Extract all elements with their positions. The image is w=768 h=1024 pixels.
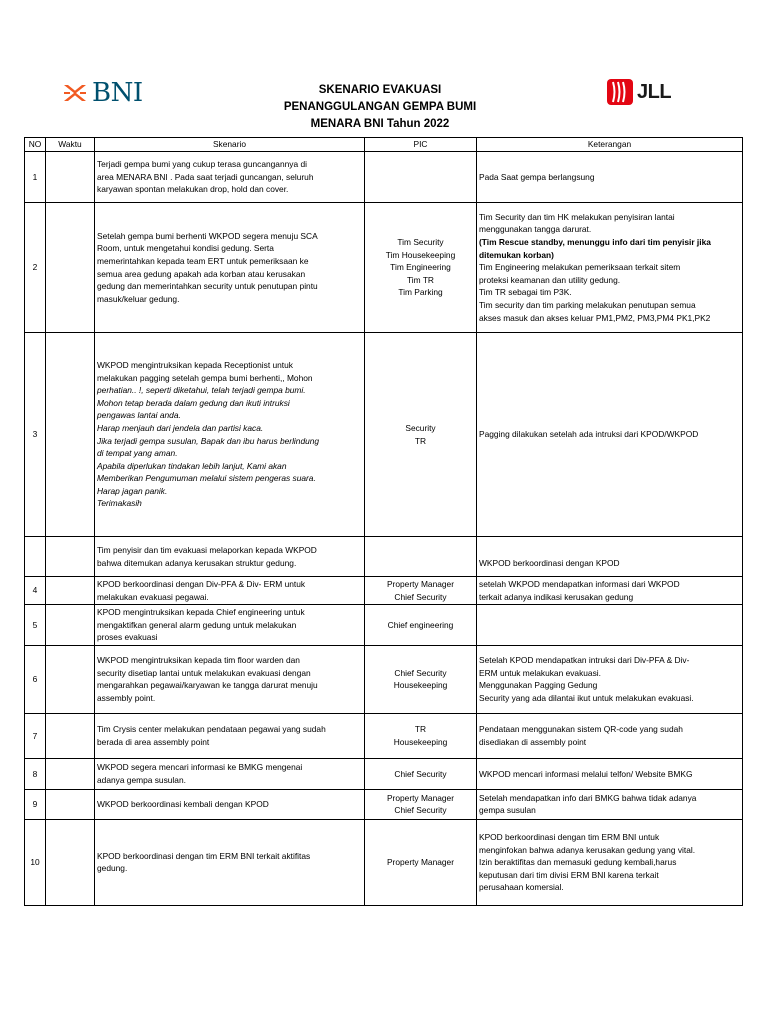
row-keterangan (477, 537, 743, 577)
pic-line: Property Manager (386, 857, 455, 868)
keterangan-line: Menggunakan Pagging Gedung (479, 680, 598, 691)
row-keterangan (477, 758, 743, 789)
keterangan-line: menginfokan bahwa adanya kerusakan gedung yang vital. (479, 844, 696, 855)
skenario-line: mengaktifkan general alarm gedung untuk melakukan (97, 619, 297, 630)
skenario-line: melakukan evakuasi pegawai. (97, 591, 209, 602)
skenario-line: Room, untuk mengetahui kondisi gedung. Serta (97, 243, 274, 254)
header-no: NO (25, 138, 46, 152)
row-skenario (95, 713, 365, 758)
skenario-line: di tempat yang aman. (97, 448, 178, 459)
keterangan-line: gempa susulan (479, 805, 536, 816)
skenario-line: bahwa ditemukan adanya kerusakan struktur gedung. (97, 557, 297, 568)
skenario-line: KPOD berkoordinasi dengan tim ERM BNI terkait aktifitas (97, 850, 311, 861)
row-keterangan (477, 203, 743, 333)
row-waktu (46, 645, 95, 713)
skenario-line: Terimakasih (97, 498, 142, 509)
skenario-line: perhatian.. !, seperti diketahui, telah terjadi gempa bumi. (97, 385, 306, 396)
skenario-line: adanya gempa susulan. (97, 774, 186, 785)
row-number: 5 (25, 605, 46, 646)
skenario-line: masuk/keluar gedung. (97, 293, 180, 304)
pic-line: Tim Security (397, 237, 444, 248)
pic-line: Chief Security (394, 591, 447, 602)
skenario-line: Memberikan Pengumuman melalui sistem pengeras suara. (97, 473, 316, 484)
title-line-3: MENARA BNI Tahun 2022 (310, 118, 450, 130)
keterangan-line: disediakan di assembly point (479, 736, 587, 747)
keterangan-line: Tim security dan tim parking melakukan penutupan semua (479, 299, 696, 310)
row-number: 8 (25, 758, 46, 789)
row-pic (365, 605, 477, 646)
skenario-line: KPOD berkoordinasi dengan Div-PFA & Div- ERM untuk (97, 579, 306, 589)
scenario-table (24, 137, 743, 906)
pic-line: Chief Security (394, 667, 447, 678)
row-waktu (46, 333, 95, 537)
skenario-line: Jika terjadi gempa susulan, Bapak dan ibu harus berlindung (97, 435, 320, 446)
row-skenario (95, 605, 365, 646)
keterangan-line: Pagging dilakukan setelah ada intruksi dari KPOD/WKPOD (479, 429, 699, 440)
skenario-line: Setelah gempa bumi berhenti WKPOD segera menuju SCA (97, 230, 318, 241)
pic-line: TR (414, 724, 427, 735)
skenario-line: Terjadi gempa bumi yang cukup terasa guncangannya di (97, 159, 307, 170)
row-pic (365, 537, 477, 577)
keterangan-line: Security yang ada dilantai ikut untuk melakukan evakuasi. (479, 693, 694, 704)
row-pic (365, 333, 477, 537)
row-number: 4 (25, 577, 46, 605)
keterangan-line: menggunakan tangga darurat. (479, 224, 592, 235)
skenario-line: berada di area assembly point (97, 736, 210, 747)
skenario-line: KPOD mengintruksikan kepada Chief engineering untuk (97, 607, 305, 618)
skenario-line: semua area gedung apakah ada korban atau kerusakan (97, 268, 306, 279)
row-keterangan (477, 577, 743, 605)
title-line-2: PENANGGULANGAN GEMPA BUMI (283, 101, 477, 113)
skenario-line: mengarahkan pegawai/karyawan ke tangga darurat menuju (97, 680, 318, 691)
row-skenario (95, 537, 365, 577)
bni-logo-text: BNI (92, 78, 143, 108)
keterangan-line: perusahaan komersial. (479, 882, 564, 893)
row-skenario (95, 203, 365, 333)
row-skenario (95, 819, 365, 905)
row-waktu (46, 819, 95, 905)
keterangan-line: setelah WKPOD mendapatkan informasi dari WKPOD (479, 579, 680, 589)
row-waktu (46, 758, 95, 789)
pic-line: Housekeeping (393, 680, 448, 691)
row-number: 3 (25, 333, 46, 537)
row-keterangan (477, 713, 743, 758)
row-waktu (46, 152, 95, 203)
row-skenario (95, 758, 365, 789)
title-line-1: SKENARIO EVAKUASI (318, 84, 442, 96)
jll-logo-mark-icon (607, 79, 633, 105)
keterangan-line: Tim Security dan tim HK melakukan penyisiran lantai (479, 211, 675, 222)
header-skenario: Skenario (95, 138, 365, 152)
keterangan-line: (Tim Rescue standby, menunggu info dari tim penyisir jika (479, 237, 711, 248)
row-keterangan (477, 819, 743, 905)
table-row (25, 713, 743, 758)
row-waktu (46, 577, 95, 605)
table-row (25, 577, 743, 605)
skenario-line: proses evakuasi (97, 632, 158, 643)
keterangan-line: Setelah KPOD mendapatkan intruksi dari Div-PFA & Div- (479, 655, 690, 666)
skenario-line: Harap jagan panik. (97, 485, 168, 496)
row-waktu (46, 713, 95, 758)
row-pic (365, 819, 477, 905)
keterangan-line: Pendataan menggunakan sistem QR-code yang sudah (479, 724, 683, 735)
skenario-line: Harap menjauh dari jendela dan partisi kaca. (97, 422, 264, 433)
bni-logo-mark-icon (62, 81, 88, 105)
table-row (25, 537, 743, 577)
keterangan-line: ditemukan korban) (479, 249, 554, 260)
keterangan-line: Izin beraktifitas dan memasuki gedung kembali,harus (479, 857, 677, 868)
keterangan-line: terkait adanya indikasi kerusakan gedung (479, 591, 634, 602)
pic-line: Chief Security (394, 768, 447, 779)
skenario-line: WKPOD mengintruksikan kepada Receptionist untuk (97, 359, 293, 370)
row-waktu (46, 203, 95, 333)
table-row (25, 333, 743, 537)
table-header-row (25, 138, 743, 152)
row-skenario (95, 577, 365, 605)
row-number: 7 (25, 713, 46, 758)
pic-line: Security (405, 422, 436, 433)
table-row (25, 203, 743, 333)
table-row (25, 605, 743, 646)
pic-line: Property Manager (386, 579, 455, 589)
table-row (25, 819, 743, 905)
row-number: 1 (25, 152, 46, 203)
skenario-line: Mohon tetap berada dalam gedung dan ikuti intruksi (97, 397, 290, 408)
row-pic (365, 203, 477, 333)
row-pic (365, 152, 477, 203)
pic-line: Chief Security (394, 805, 447, 816)
row-pic (365, 758, 477, 789)
skenario-line: WKPOD segera mencari informasi ke BMKG mengenai (97, 762, 303, 773)
row-waktu (46, 605, 95, 646)
row-number (25, 537, 46, 577)
jll-logo-text: JLL (637, 80, 672, 103)
row-pic (365, 577, 477, 605)
keterangan-line: Setelah mendapatkan info dari BMKG bahwa tidak adanya (479, 792, 697, 803)
keterangan-line: WKPOD berkoordinasi dengan KPOD (479, 558, 620, 569)
row-skenario (95, 152, 365, 203)
skenario-line: Tim Crysis center melakukan pendataan pegawai yang sudah (97, 724, 326, 735)
pic-line: Chief engineering (387, 619, 454, 630)
table-row (25, 152, 743, 203)
row-waktu (46, 789, 95, 819)
pic-line: Tim Parking (398, 287, 443, 298)
pic-line: Tim Engineering (390, 262, 451, 273)
row-number: 2 (25, 203, 46, 333)
keterangan-line: KPOD berkoordinasi dengan tim ERM BNI untuk (479, 831, 660, 842)
header-keterangan: Keterangan (477, 138, 743, 152)
row-waktu (46, 537, 95, 577)
keterangan-line: WKPOD mencari informasi melalui telfon/ Website BMKG (479, 768, 693, 779)
pic-line: Tim TR (407, 274, 434, 285)
skenario-line: melakukan pagging setelah gempa bumi berhenti,, Mohon (97, 372, 313, 383)
skenario-line: WKPOD mengintruksikan kepada tim floor warden dan (97, 655, 300, 666)
keterangan-line: keputusan dari tim divisi ERM BNI karena terkait (479, 869, 659, 880)
row-keterangan (477, 789, 743, 819)
row-skenario (95, 333, 365, 537)
pic-line: TR (414, 435, 427, 446)
row-skenario (95, 645, 365, 713)
skenario-line: Apabila diperlukan tindakan lebih lanjut, Kami akan (97, 460, 287, 471)
row-keterangan (477, 152, 743, 203)
jll-logo (607, 76, 693, 108)
pic-line: Housekeeping (393, 736, 448, 747)
keterangan-line: Tim TR sebagai tim P3K. (479, 287, 572, 298)
skenario-line: Tim penyisir dan tim evakuasi melaporkan kepada WKPOD (97, 544, 317, 555)
bni-logo (62, 78, 143, 108)
row-pic (365, 713, 477, 758)
skenario-line: karyawan spontan melakukan drop, hold dan cover. (97, 184, 289, 195)
table-row (25, 645, 743, 713)
keterangan-line: Pada Saat gempa berlangsung (479, 171, 595, 182)
row-pic (365, 645, 477, 713)
skenario-line: area MENARA BNI . Pada saat terjadi guncangan, seluruh (97, 171, 314, 182)
table-row (25, 789, 743, 819)
row-skenario (95, 789, 365, 819)
pic-line: Tim Housekeeping (385, 249, 456, 260)
skenario-line: WKPOD berkoordinasi kembali dengan KPOD (97, 799, 269, 810)
skenario-line: gedung. (97, 863, 128, 874)
header-pic: PIC (365, 138, 477, 152)
row-keterangan (477, 645, 743, 713)
table-row (25, 758, 743, 789)
skenario-line: pengawas lantai anda. (97, 410, 181, 421)
pic-line: Property Manager (386, 792, 455, 803)
keterangan-line: Tim Engineering melakukan pemeriksaan terkait sitem (479, 262, 681, 273)
keterangan-line: akses masuk dan akses keluar PM1,PM2, PM3,PM4 PK1,PK2 (479, 312, 711, 323)
header-waktu: Waktu (46, 138, 95, 152)
keterangan-line: ERM untuk melakukan evakuasi. (479, 667, 601, 678)
skenario-line: security disetiap lantai untuk melakukan evakuasi dengan (97, 667, 311, 678)
document-title (230, 82, 530, 133)
row-number: 6 (25, 645, 46, 713)
row-number: 9 (25, 789, 46, 819)
row-number: 10 (25, 819, 46, 905)
row-keterangan (477, 333, 743, 537)
keterangan-line: proteksi keamanan dan utility gedung. (479, 274, 621, 285)
row-pic (365, 789, 477, 819)
skenario-line: assembly point. (97, 693, 156, 704)
row-keterangan (477, 605, 743, 646)
skenario-line: memerintahkan kepada team ERT untuk pemeriksaan ke (97, 255, 309, 266)
skenario-line: gedung dan memerintahkan security untuk penutupan pintu (97, 281, 318, 292)
